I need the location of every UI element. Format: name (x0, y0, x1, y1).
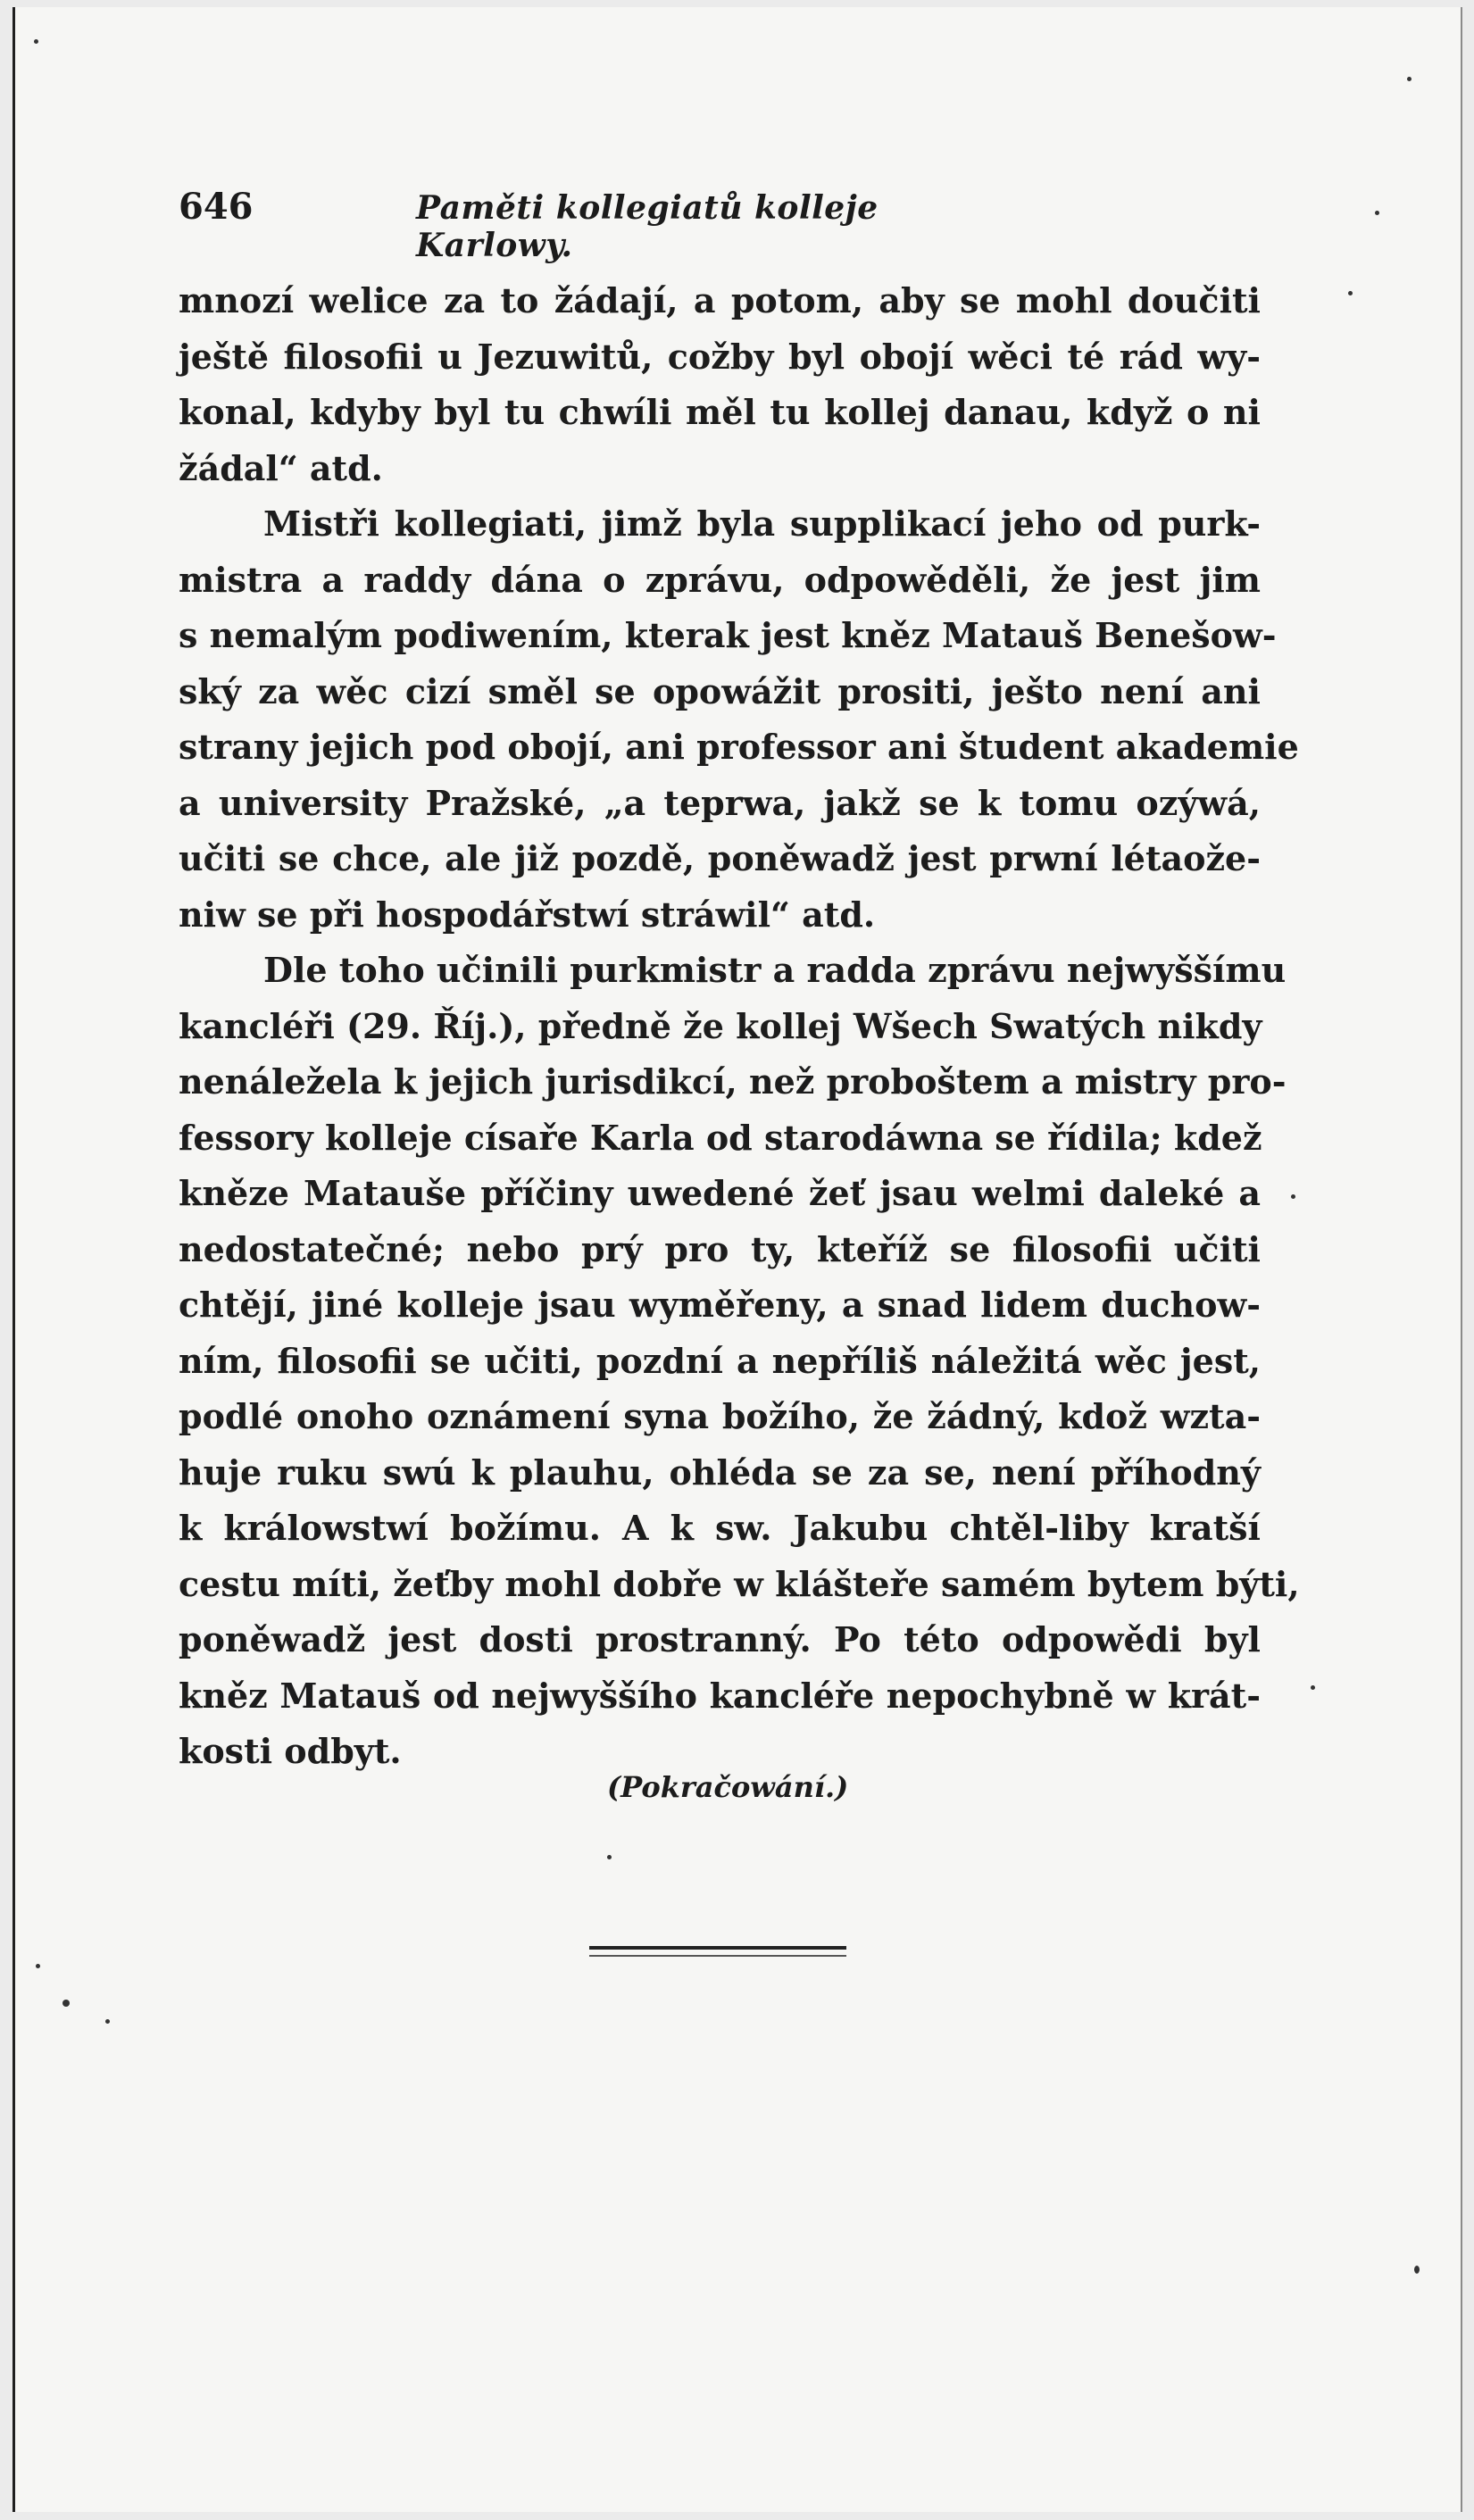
text-line: konal, kdyby byl tu chwíli měl tu kollej danau, když o ni (179, 392, 1261, 432)
text-line: ský za wěc cizí směl se opowážit prositi, ješto není ani (179, 670, 1261, 711)
text-line: podlé onoho oznámení syna božího, že žádný, kdož wzta- (179, 1396, 1261, 1436)
text-line: ním, filosofii se učiti, pozdní a nepříliš náležitá wěc jest, (179, 1340, 1261, 1381)
text-line: mistra a raddy dána o zprávu, odpowěděli, že jest jim (179, 559, 1261, 600)
text-line: kosti odbyt. (179, 1731, 402, 1771)
section-rule-thin (589, 1955, 846, 1957)
scan-speck (34, 39, 38, 44)
continuation-note: (Pokračowání.) (607, 1770, 849, 1804)
text-line: mnozí welice za to žádají, a potom, aby se mohl doučiti (179, 280, 1261, 320)
text-line: strany jejich pod obojí, ani professor ani študent akademie (179, 727, 1299, 767)
text-line: učiti se chce, ale již pozdě, poněwadž jest prwní létaože- (179, 838, 1261, 878)
text-line: nenáležela k jejich jurisdikcí, než proboštem a mistry pro- (179, 1061, 1287, 1102)
scan-speck (1407, 77, 1412, 81)
text-line: cestu míti, žeťby mohl dobře w klášteře samém bytem býti, (179, 1563, 1300, 1604)
page-number: 646 (179, 186, 254, 228)
scan-speck (1291, 1194, 1295, 1199)
text-line: kněze Matauše příčiny uwedené žeť jsau welmi daleké a (179, 1173, 1261, 1213)
text-line: nedostatečné; nebo prý pro ty, kteříž se filosofii učiti (179, 1228, 1261, 1269)
text-line: huje ruku swú k plauhu, ohléda se za se, není příhodný (179, 1451, 1261, 1493)
text-line: poněwadž jest dosti prostranný. Po této odpowědi byl (179, 1619, 1261, 1659)
scan-speck (1414, 2266, 1420, 2274)
running-title: Paměti kollegiatů kolleje Karlowy. (416, 189, 879, 264)
text-line: chtějí, jiné kolleje jsau wyměřeny, a snad lidem duchow- (179, 1285, 1261, 1325)
scan-speck (36, 1964, 40, 1968)
text-line: s nemalým podiwením, kterak jest kněz Matauš Benešow- (179, 615, 1277, 655)
text-line: ještě filosofii u Jezuwitů, cožby byl obojí wěci té rád wy- (179, 336, 1261, 377)
scan-speck (1311, 1685, 1315, 1690)
scan-speck (1375, 211, 1379, 215)
body-text (179, 273, 1300, 1780)
text-line: Dle toho učinili purkmistr a radda zprávu nejwyššímu (263, 950, 1287, 990)
text-line: a university Pražské, „a teprwa, jakž se k tomu ozýwá, (179, 782, 1261, 823)
text-line: Mistři kollegiati, jimž byla supplikací jeho od purk- (263, 503, 1261, 544)
page-header (179, 186, 1036, 264)
text-line: kněz Matauš od nejwyššího kancléře nepochybně w krát- (179, 1675, 1261, 1716)
text-line: žádal“ atd. (179, 447, 383, 488)
text-line: kancléři (29. Říj.), předně že kollej Wšech Swatých nikdy (179, 1005, 1262, 1046)
scan-speck (105, 2019, 110, 2024)
scan-speck (607, 1855, 612, 1859)
scan-speck (62, 2000, 70, 2007)
text-line: fessory kolleje císaře Karla od starodáwna se řídila; kdež (179, 1117, 1262, 1158)
section-rule (589, 1946, 846, 1950)
scan-speck (1348, 291, 1353, 295)
text-line: k králowstwí božímu. A k sw. Jakubu chtěl-liby kratší (179, 1508, 1261, 1548)
text-line: niw se při hospodářstwí stráwil“ atd. (179, 894, 876, 935)
